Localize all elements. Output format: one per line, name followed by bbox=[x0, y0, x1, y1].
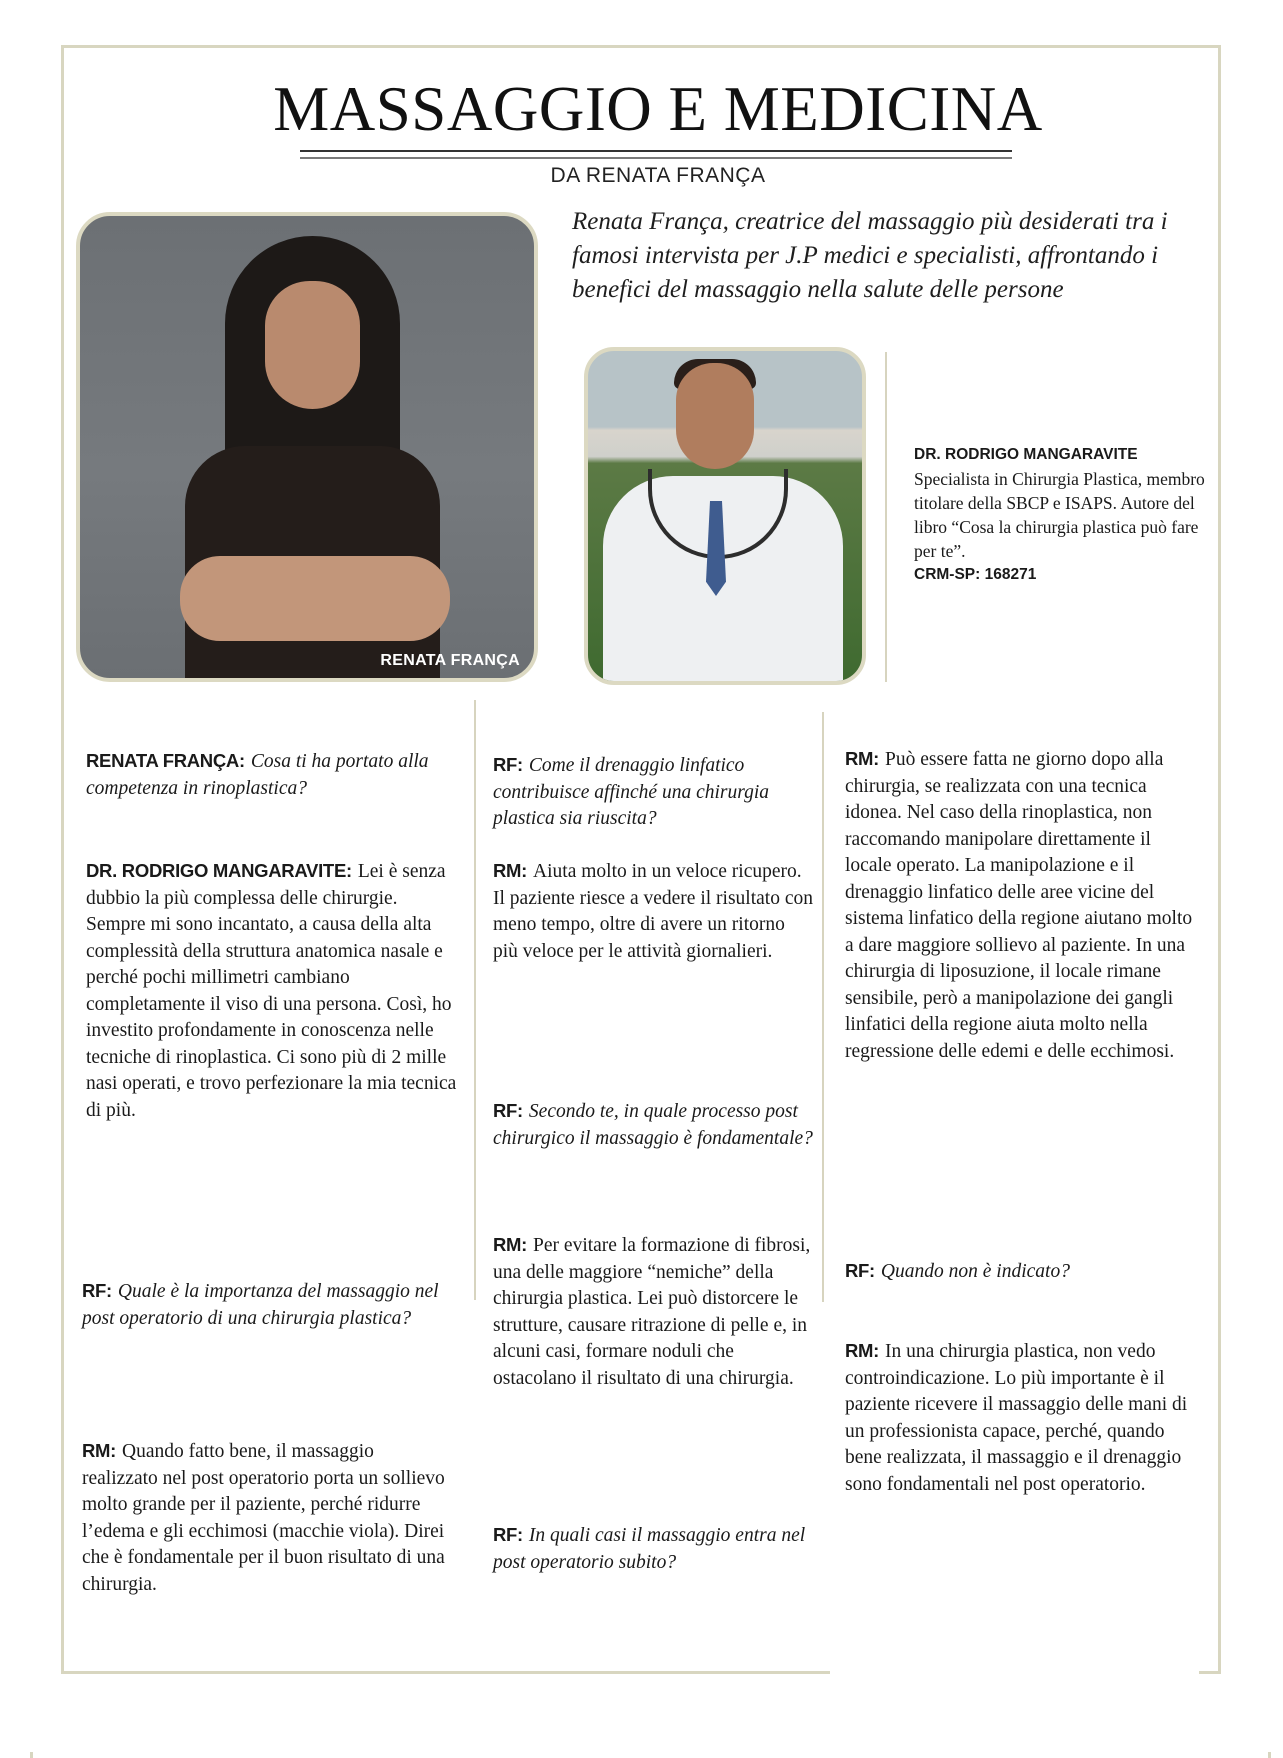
column-divider bbox=[474, 700, 476, 1300]
answer-text: Lei è senza dubbio la più complessa delle chirurgie. Sempre mi sono incantato, a causa della alta complessità della struttura anatomica nasale e perché pochi millimetri cambiano completamente il viso di una persona. Così, ho investito profondamente in conoscenza nelle tecniche di rinoplastica. Ci sono più di 2 mille nasi operati, e trovo perfezionare la mia tecnica di più. bbox=[86, 861, 457, 1121]
speaker-label: RM: bbox=[82, 1440, 117, 1461]
speaker-label: RF: bbox=[493, 754, 523, 775]
page-frame-right bbox=[1218, 45, 1221, 1674]
page-frame-left bbox=[61, 45, 64, 1674]
doctor-photo bbox=[584, 347, 866, 685]
question-text: Quale è la importanza del massaggio nel post operatorio di una chirurgia plastica? bbox=[82, 1281, 439, 1329]
interview-question bbox=[493, 1522, 813, 1576]
bio-divider bbox=[885, 352, 887, 682]
answer-text: Per evitare la formazione di fibrosi, una delle maggiore “nemiche” della chirurgia plastica. Lei può distorcere le strutture, causare ritrazione di pelle e, in alcuni casi, formare noduli che ostacolano il risultato di una chirurgia. bbox=[493, 1235, 811, 1389]
article-intro: Renata França, creatrice del massaggio più desiderati tra i famosi intervista per J.P medici e specialisti, affrontando i benefici del massaggio nella salute delle persone bbox=[572, 208, 1168, 303]
photo-caption: RENATA FRANÇA bbox=[380, 652, 520, 669]
question-text: Cosa ti ha portato alla competenza in rinoplastica? bbox=[86, 751, 429, 799]
interview-answer bbox=[493, 858, 813, 965]
page-frame-bottom-corner bbox=[1199, 1671, 1221, 1674]
speaker-label: RF: bbox=[845, 1260, 875, 1281]
title-divider bbox=[300, 150, 1012, 159]
interview-question bbox=[493, 752, 813, 833]
interview-question bbox=[845, 1258, 1195, 1286]
speaker-label: RF: bbox=[493, 1524, 523, 1545]
question-text: Come il drenaggio linfatico contribuisce affinché una chirurgia plastica sia riuscita? bbox=[493, 755, 770, 829]
page-frame-bottom bbox=[61, 1671, 830, 1674]
article-byline: DA RENATA FRANÇA bbox=[550, 164, 766, 187]
bio-text: Specialista in Chirurgia Plastica, membro titolare della SBCP e ISAPS. Autore del libro “Cosa la chirurgia plastica può fare per te”. bbox=[914, 469, 1205, 561]
speaker-label: RM: bbox=[493, 1234, 528, 1255]
speaker-label: RF: bbox=[82, 1280, 112, 1301]
crop-mark bbox=[1268, 1752, 1271, 1758]
question-text: In quali casi il massaggio entra nel post operatorio subito? bbox=[493, 1525, 806, 1573]
bio-name: DR. RODRIGO MANGARAVITE bbox=[914, 446, 1138, 463]
photo-arms-shape bbox=[180, 556, 450, 641]
speaker-label: RM: bbox=[845, 1340, 880, 1361]
question-text: Secondo te, in quale processo post chirurgico il massaggio è fondamentale? bbox=[493, 1101, 813, 1149]
bio-crm: CRM-SP: 168271 bbox=[914, 566, 1037, 583]
interview-answer bbox=[493, 1232, 813, 1392]
column-divider bbox=[822, 712, 824, 1302]
answer-text: In una chirurgia plastica, non vedo controindicazione. Lo più importante è il paziente ricevere il massaggio delle mani di un professionista capace, perché, quando bene realizzata, il massaggio e il drenaggio sono fondamentali nel post operatorio. bbox=[845, 1341, 1188, 1495]
photo-face-shape bbox=[676, 363, 754, 469]
doctor-bio bbox=[914, 443, 1214, 587]
speaker-label: RM: bbox=[493, 860, 528, 881]
speaker-label: DR. RODRIGO MANGARAVITE: bbox=[86, 860, 352, 881]
interview-answer bbox=[82, 1438, 454, 1598]
interview-answer bbox=[845, 746, 1195, 1065]
answer-text: Può essere fatta ne giorno dopo alla chirurgia, se realizzata con una tecnica idonea. Nel caso della rinoplastica, non raccomando manipolare direttamente il locale operato. La manipolazione e il drenaggio linfatico delle aree vicine del sistema linfatico della regione aiutano molto a dare maggiore sollievo al paziente. In una chirurgia di liposuzione, il locale rimane sensibile, però a manipolazione dei gangli linfatici della regione aiuta molto nella regressione delle edemi e delle ecchimosi. bbox=[845, 749, 1193, 1062]
crop-mark bbox=[30, 1752, 33, 1758]
speaker-label: RF: bbox=[493, 1100, 523, 1121]
interview-question bbox=[82, 1278, 454, 1332]
answer-text: Aiuta molto in un veloce ricupero. Il paziente riesce a vedere il risultato con meno tempo, oltre di avere un ritorno più veloce per le attività giornalieri. bbox=[493, 861, 813, 962]
interview-question bbox=[493, 1098, 813, 1152]
page-frame-top bbox=[61, 45, 1221, 48]
renata-franca-photo bbox=[76, 212, 538, 682]
speaker-label: RM: bbox=[845, 748, 880, 769]
answer-text: Quando fatto bene, il massaggio realizzato nel post operatorio porta un sollievo molto grande per il paziente, perché ridurre l’edema e gli ecchimosi (macchie viola). Direi che è fondamentale per il buon risultato di una chirurgia. bbox=[82, 1441, 445, 1595]
question-text: Quando non è indicato? bbox=[880, 1261, 1070, 1282]
article-title: MASSAGGIO E MEDICINA bbox=[273, 74, 1043, 144]
interview-answer bbox=[86, 858, 458, 1124]
interview-question bbox=[86, 748, 458, 802]
photo-face-shape bbox=[265, 281, 360, 409]
interview-answer bbox=[845, 1338, 1195, 1498]
speaker-label: RENATA FRANÇA: bbox=[86, 750, 245, 771]
